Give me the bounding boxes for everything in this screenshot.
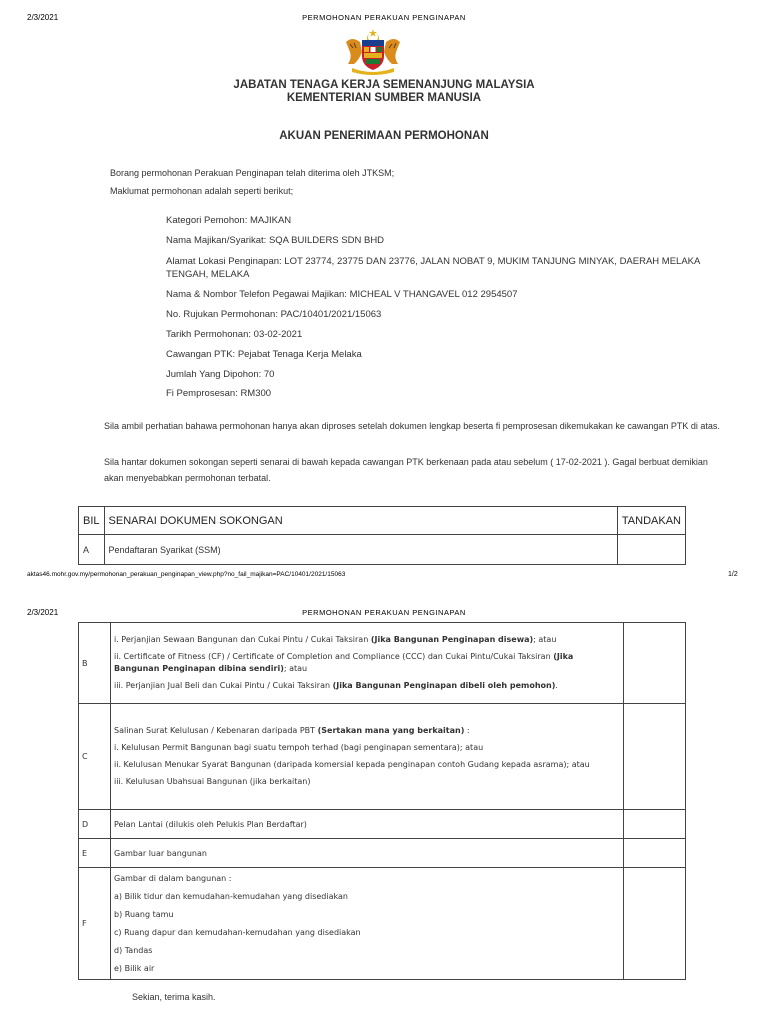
agency-line-2: KEMENTERIAN SUMBER MANUSIA <box>286 92 482 104</box>
row-bil: A <box>79 535 105 565</box>
row-bil: E <box>79 839 111 868</box>
row-document: Pelan Lantai (dilukis oleh Pelukis Plan Berdaftar) <box>111 810 624 839</box>
agency-name <box>0 79 768 105</box>
table-header-row <box>79 507 686 535</box>
detail-reference-number: No. Rujukan Permohonan: PAC/10401/2021/15063 <box>166 309 382 320</box>
print-header-title: PERMOHONAN PERAKUAN PENGINAPAN <box>302 13 466 22</box>
row-c-line-0: Salinan Surat Kelulusan / Kebenaran daripada PBT (Sertakan mana yang berkaitan) : <box>114 726 470 735</box>
row-mark <box>624 704 686 810</box>
row-f-line-2: b) Ruang tamu <box>114 909 174 919</box>
col-header-documents: SENARAI DOKUMEN SOKONGAN <box>104 507 617 535</box>
document-page-2 <box>0 598 768 1024</box>
table-row <box>79 704 686 810</box>
row-bil: D <box>79 810 111 839</box>
detail-location-address: Alamat Lokasi Penginapan: LOT 23774, 23775 DAN 23776, JALAN NOBAT 9, MUKIM TANJUNG MINYAK, DAERAH MELAKA TENGAH, MELAKA <box>166 256 700 280</box>
print-date: 2/3/2021 <box>27 608 59 617</box>
documents-table <box>78 506 686 565</box>
processing-note: Sila ambil perhatian bahawa permohonan hanya akan diproses setelah dokumen lengkap beserta fi pemprosesan dikemukakan ke cawangan PTK di atas. <box>104 421 720 431</box>
row-c-line-1: i. Kelulusan Permit Bangunan bagi suatu tempoh terhad (bagi penginapan sementara); atau <box>114 743 484 752</box>
row-bil: C <box>79 704 111 810</box>
row-b-line-1: i. Perjanjian Sewaan Bangunan dan Cukai Pintu / Cukai Taksiran (Jika Bangunan Penginapan disewa); atau <box>114 635 557 644</box>
detail-ptk-branch: Cawangan PTK: Pejabat Tenaga Kerja Melaka <box>166 349 362 360</box>
row-b-line-3: iii. Perjanjian Jual Beli dan Cukai Pintu / Cukai Taksiran (Jika Bangunan Penginapan dibeli oleh pemohon). <box>114 681 558 690</box>
row-document: Gambar luar bangunan <box>111 839 624 868</box>
footer-page-number: 1/2 <box>728 571 738 578</box>
row-f-line-1: a) Bilik tidur dan kemudahan-kemudahan yang disediakan <box>114 891 348 901</box>
row-document <box>111 868 624 980</box>
col-header-bil: BIL <box>79 507 105 535</box>
table-row <box>79 623 686 704</box>
row-document <box>111 704 624 810</box>
print-date: 2/3/2021 <box>27 13 59 22</box>
print-header-title: PERMOHONAN PERAKUAN PENGINAPAN <box>302 608 466 617</box>
row-f-line-0: Gambar di dalam bangunan : <box>114 873 232 883</box>
agency-line-1: JABATAN TENAGA KERJA SEMENANJUNG MALAYSIA <box>233 79 535 91</box>
row-c-line-3: iii. Kelulusan Ubahsuai Bangunan (jika berkaitan) <box>114 777 311 786</box>
footer-url: aktas46.mohr.gov.my/permohonan_perakuan_penginapan_view.php?no_fail_majikan=PAC/10401/2021/15063 <box>27 571 346 578</box>
page-title: AKUAN PENERIMAAN PERMOHONAN <box>279 130 489 142</box>
detail-employer-name: Nama Majikan/Syarikat: SQA BUILDERS SDN BHD <box>166 235 385 246</box>
row-mark <box>624 810 686 839</box>
row-document: Pendaftaran Syarikat (SSM) <box>104 535 617 565</box>
table-row <box>79 839 686 868</box>
row-f-line-4: d) Tandas <box>114 945 153 955</box>
table-row <box>79 535 686 565</box>
detail-applicant-category: Kategori Pemohon: MAJIKAN <box>166 215 292 226</box>
documents-table-continued <box>78 622 686 980</box>
intro-text-1: Borang permohonan Perakuan Penginapan telah diterima oleh JTKSM; <box>110 168 395 178</box>
deadline-note: Sila hantar dokumen sokongan seperti senarai di bawah kepada cawangan PTK berkenaan pada atau sebelum ( 17-02-2021 ). Gagal berbuat demikian akan menyebabkan permohonan terbatal. <box>104 457 708 483</box>
row-bil: F <box>79 868 111 980</box>
row-mark <box>624 623 686 704</box>
col-header-mark: TANDAKAN <box>617 507 685 535</box>
row-c-line-2: ii. Kelulusan Menukar Syarat Bangunan (daripada komersial kepada penginapan contoh Gudang kepada asrama); atau <box>114 760 590 769</box>
malaysia-coat-of-arms-icon <box>342 28 404 76</box>
row-f-line-5: e) Bilik air <box>114 963 155 973</box>
row-bil: B <box>79 623 111 704</box>
detail-application-date: Tarikh Permohonan: 03-02-2021 <box>166 329 303 340</box>
detail-employer-officer: Nama & Nombor Telefon Pegawai Majikan: MICHEAL V THANGAVEL 012 2954507 <box>166 289 518 300</box>
table-row <box>79 810 686 839</box>
row-f-line-3: c) Ruang dapur dan kemudahan-kemudahan yang disediakan <box>114 927 361 937</box>
intro-text-2: Maklumat permohonan adalah seperti berikut; <box>110 186 294 196</box>
row-mark <box>624 839 686 868</box>
row-mark <box>617 535 685 565</box>
detail-quantity-applied: Jumlah Yang Dipohon: 70 <box>166 369 275 380</box>
row-b-line-2: ii. Certificate of Fitness (CF) / Certificate of Completion and Compliance (CCC) dan Cukai Pintu/Cukai Taksiran (Jika Bangunan Penginapan dibina sendiri); atau <box>114 652 574 673</box>
table-row <box>79 868 686 980</box>
detail-processing-fee: Fi Pemprosesan: RM300 <box>166 388 272 399</box>
closing-text: Sekian, terima kasih. <box>132 992 216 1002</box>
row-mark <box>624 868 686 980</box>
row-document <box>111 623 624 704</box>
